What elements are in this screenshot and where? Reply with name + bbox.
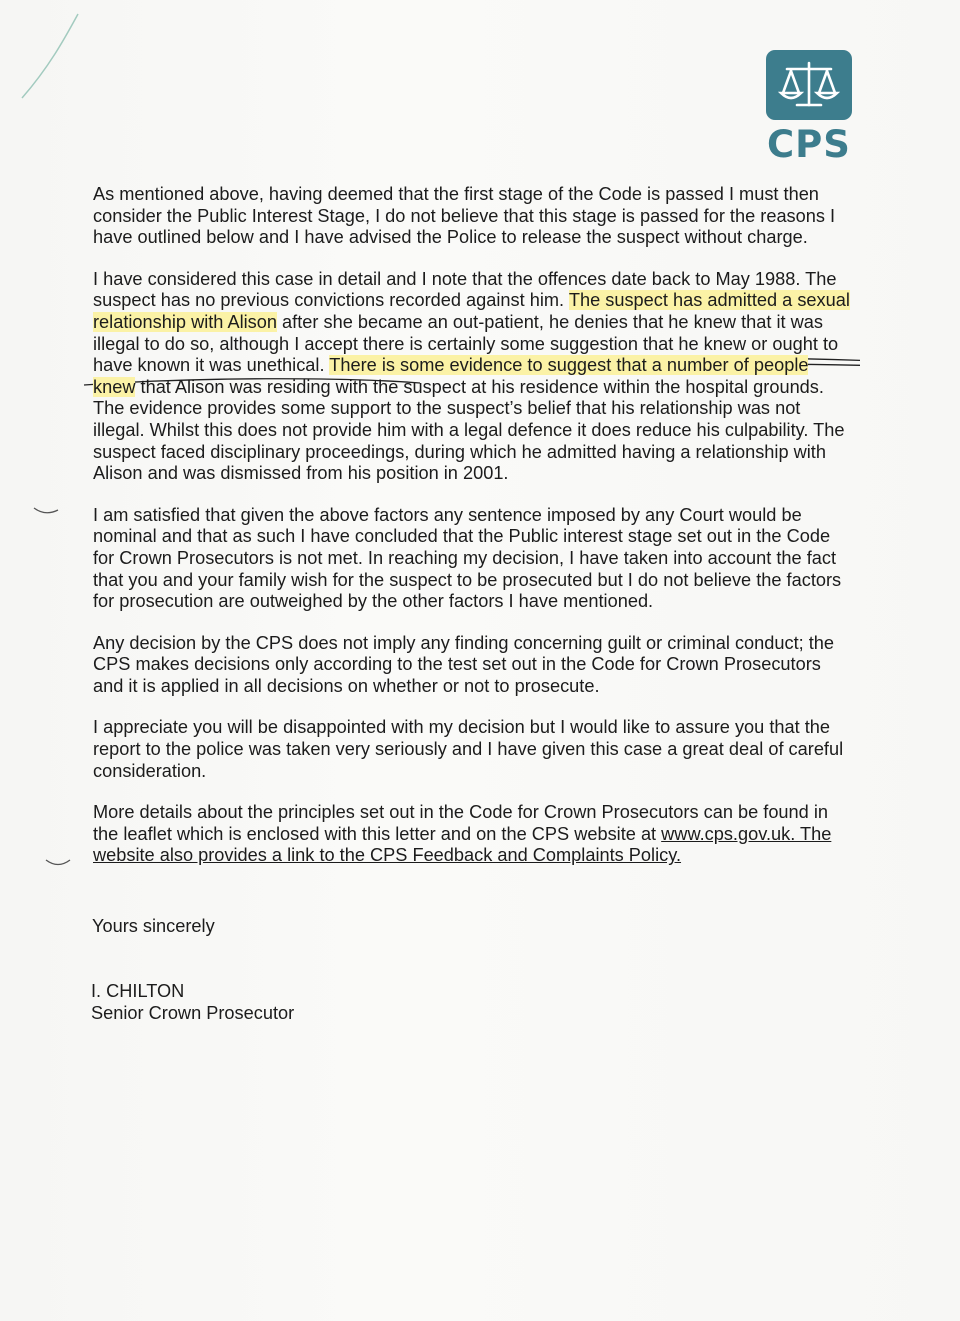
margin-tick-mark: [32, 500, 62, 520]
letter-body: [93, 184, 853, 887]
signatory-title: Senior Crown Prosecutor: [91, 1003, 295, 1023]
closing: Yours sincerely: [92, 916, 215, 936]
pen-stroke-mark: [14, 6, 84, 106]
website-link[interactable]: www.cps.gov.uk. The website also provides a link to the CPS Feedback and Complaints Policy.: [93, 823, 832, 866]
case-details-text: after she became an out-patient,: [277, 311, 549, 332]
paragraph-more-details: [93, 802, 853, 867]
case-details-text: that Alison was residing with the suspect at his residence within the hospital grounds. The evidence provides some support to the suspect’s belief that his relationship was not illegal. Whilst this does not provide him with a legal defence it does reduce his culpability. The suspect faced disciplinary proceedings, during which he admitted having a relationship with Alison and was dismissed from his position in 2001.: [93, 376, 845, 484]
signature-block: [91, 980, 294, 1024]
more-details-text: More details about the principles set out in the Code for Crown Prosecutors can be found in the leaflet which is enclosed with this letter and on the CPS website at: [93, 802, 828, 844]
scales-of-justice-icon: [777, 59, 841, 111]
cps-logo: [766, 50, 852, 168]
highlighted-admission: The suspect has admitted a sexual relationship with Alison: [93, 290, 850, 332]
margin-tick-mark: [44, 852, 74, 872]
paragraph-public-interest: As mentioned above, having deemed that the first stage of the Code is passed I must then consider the Public Interest Stage, I do not believe that this stage is passed for the reasons I have outlined below and I have advised the Police to release the suspect without charge.: [93, 184, 836, 248]
paragraph-apology: I appreciate you will be disappointed with my decision but I would like to assure you that the report to the police was taken very seriously and I have given this case a great deal of careful consideration.: [93, 717, 844, 781]
paragraph-cps-decision: Any decision by the CPS does not imply any finding concerning guilt or criminal conduct; the CPS makes decisions only according to the test set out in the Code for Crown Prosecutors and it is applied in all decisions on whether or not to prosecute.: [93, 632, 835, 696]
paragraph-sentence-conclusion: I am satisfied that given the above factors any sentence imposed by any Court would be nominal and that as such I have concluded that the Public interest stage set out in the Code for Crown Prosecutors is not met. In reaching my decision, I have taken into account the fact that you and your family wish for the suspect to be prosecuted but I do not believe the factors for prosecution are outweighed by the other factors I have mentioned.: [93, 504, 842, 612]
logo-box: [766, 50, 852, 120]
case-details-text: I have considered this case in detail and I note that the offences date back to May 1988. The suspect has no previous convictions recorded against him.: [93, 268, 837, 311]
case-details-text: although I accept there is certainly some suggestion that he knew or ought to have known it was unethical.: [93, 333, 839, 376]
paragraph-case-details: [93, 269, 853, 485]
highlighted-evidence: There is some evidence to suggest that a number of people knew: [93, 355, 809, 397]
denial-text: he denies that he knew that it was illegal to do so,: [93, 311, 823, 354]
logo-wordmark: CPS: [767, 123, 851, 166]
signatory-name: I. CHILTON: [91, 981, 185, 1001]
